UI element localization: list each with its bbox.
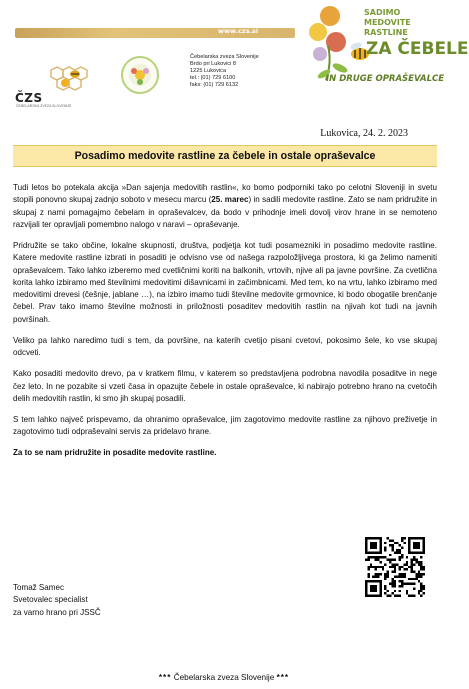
signature-role: Svetovalec specialist: [13, 595, 88, 605]
address-line: tel.: (01) 729 6100: [190, 74, 236, 81]
signature-name: Tomaž Samec: [13, 583, 64, 592]
czs-subtitle: ČEBELARSKA ZVEZA SLOVENIJE: [16, 104, 72, 108]
signature-organization: za varno hrano pri JSSČ: [13, 607, 101, 617]
letter-body: [13, 182, 437, 468]
campaign-logo: [306, 2, 469, 102]
address-line: 1225 Lukovica: [190, 67, 227, 74]
paragraph-5: S tem lahko največ prispevamo, da ohranimo opraševalce, jim zagotovimo medovite rastline za njihovo preživetje in zagotovimo tudi odpraševalni servis za pridelavo hrane.: [13, 414, 437, 437]
highlight-date: 25. marec: [211, 195, 249, 205]
campaign-line-3: RASTLINE: [364, 28, 408, 37]
paragraph-4: Kako posaditi medovito drevo, pa v kratkem filmu, v katerem so predstavljena podrobna navodila posaditve in nege čez leto. In ne pozabite si vzeti časa in opazujte čebele in ostale opraševalce, ki nabirajo potrebno hrano na cvetočih delih medovitih rastlin, ki smo jih skupaj posadili.: [13, 369, 437, 403]
flower-emblem-icon: [123, 58, 157, 92]
campaign-line-4: ZA ČEBELE: [366, 39, 469, 59]
letter-date: Lukovica, 24. 2. 2023: [320, 128, 408, 139]
campaign-line-1: SADIMO: [364, 8, 401, 17]
campaign-line-5: IN DRUGE OPRAŠEVALCE: [326, 74, 445, 84]
paragraph-1: Tudi letos bo potekala akcija »Dan sajenja medovitih rastlin«, ko bomo podporniki tako po celotni Sloveniji in svetu stopili ponovno skupaj zadnjo soboto v mesecu marcu (25. marec) in sadili medovite rastline. Zato se nam pridružite in skupaj z nami pomagajmo čebelam in opraševalcev, da bodo v prihodnje imeli dovolj virov hrane in se nemoteno razvijali ter opravljali pomembno nalogo v naravi – opraševanje.: [13, 183, 438, 229]
qr-code-icon: [365, 537, 425, 597]
address-block: [190, 54, 259, 89]
czs-mark: ČZS: [15, 91, 43, 105]
footer-ornament: ***: [158, 673, 172, 682]
paragraph-2: Pridružite se tako občine, lokalne skupnosti, društva, podjetja kot tudi posamezniki in posadimo medovite rastline. Katere medovite rastline izbrati in posaditi je odvisno vse od našega razpoložljivega prostora, ki ga želimo nameniti opraševalcem. Tako lahko izberemo med cvetličnimi koriti na balkonih, vrtovih, njive ali pa javne površine. Za cvetlična korita lahko izbiramo med številnimi medovitimi dišavnicami in začimbnicami. Med tem, ko na vrtu, lahko izbiramo med medovitimi drevesi (češnje, jablane …), na izbiro imamo tudi številne medovite grmovnice, ki bodo obogatile brenčanje čebel. Prav tako imamo številne možnosti in priložnosti posaditev medovitih rastlin na njivah kot tudi na javnih površinah.: [13, 240, 437, 324]
czs-logo: [15, 70, 97, 108]
qr-code[interactable]: [365, 537, 425, 597]
footer-ornament: ***: [276, 673, 290, 682]
paragraph-3: Veliko pa lahko naredimo tudi s tem, da površine, na katerih cvetijo pisani cvetovi, pokosimo šele, ko vse skupaj odcveti.: [13, 335, 437, 358]
honeycomb-icon: [15, 66, 97, 90]
document-title: Posadimo medovite rastline za čebele in ostale opraševalce: [13, 145, 437, 167]
address-line: faks: (01) 729 6132: [190, 81, 239, 88]
campaign-line-2: MEDOVITE: [364, 18, 411, 27]
letterhead-url: www.czs.si: [218, 27, 259, 35]
footer: [0, 673, 448, 682]
address-line: Brdo pri Lukovici 8: [190, 60, 237, 67]
signature-block: [13, 582, 101, 619]
footer-text: Čebelarska zveza Slovenije: [173, 673, 275, 682]
round-emblem-logo: [121, 56, 159, 94]
call-to-action: Za to se nam pridružite in posadite medovite rastline.: [13, 448, 217, 458]
address-line: Čebelarska zveza Slovenije: [190, 54, 259, 60]
letterhead: [13, 26, 303, 112]
